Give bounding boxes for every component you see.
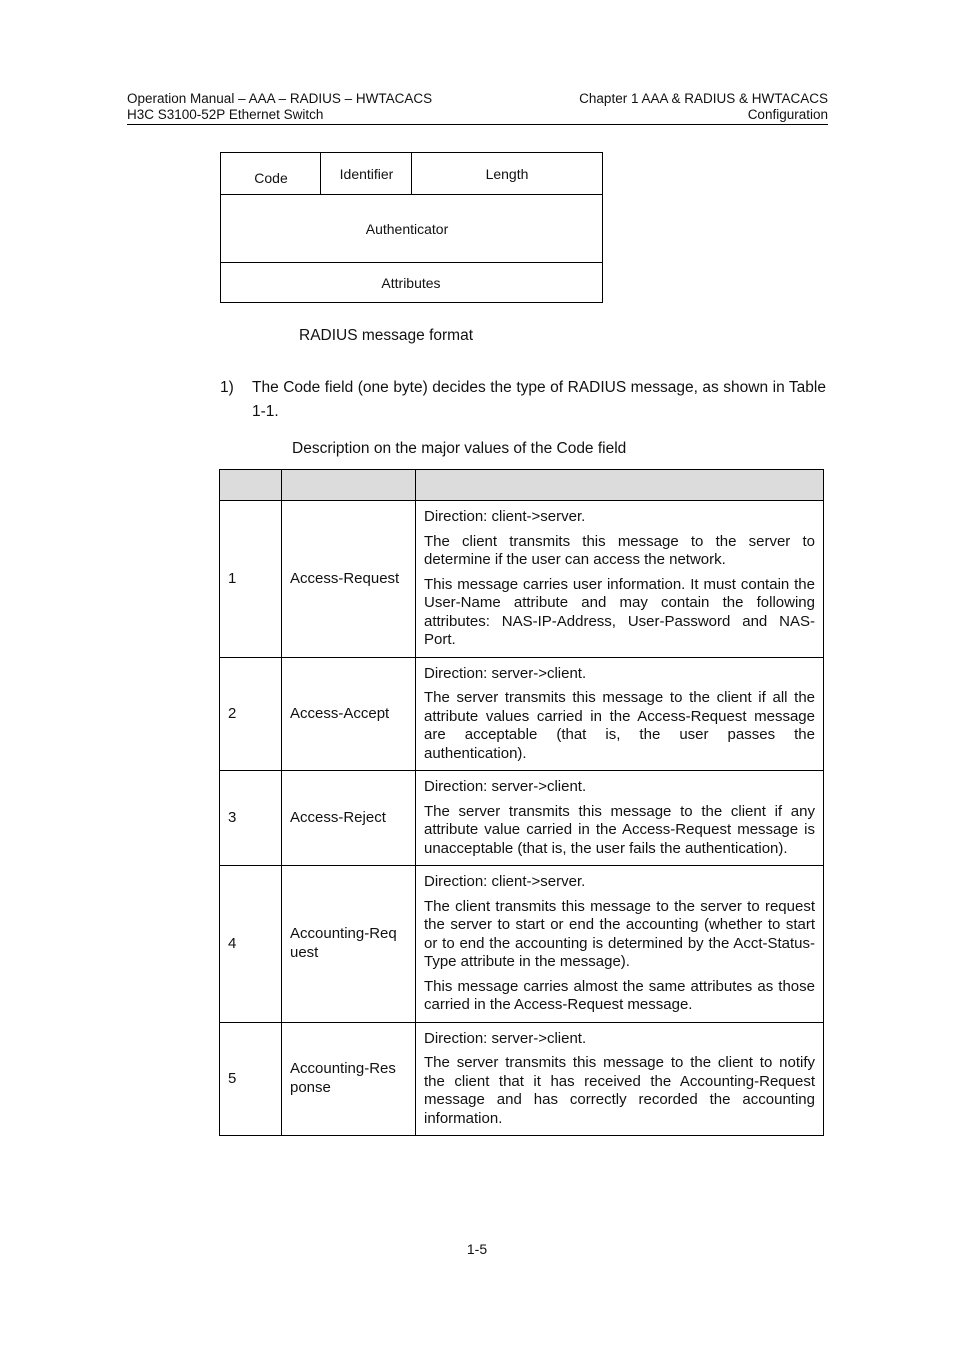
page-number: 1-5 [466, 1241, 488, 1257]
table-row [220, 657, 824, 771]
list-number: 1) [220, 379, 234, 396]
field-authenticator: Authenticator [365, 220, 449, 237]
message-name-cell: Access-Reject [282, 771, 416, 866]
message-name-cell: Access-Accept [282, 657, 416, 771]
header-cell-code [220, 470, 282, 501]
message-name-cell: Accounting-Res ponse [282, 1022, 416, 1136]
message-name-cell: Access-Request [282, 501, 416, 658]
code-cell: 5 [220, 1022, 282, 1136]
header-divider [127, 124, 828, 125]
description-line: Direction: server->client. [424, 664, 587, 682]
table-header-row [220, 470, 824, 501]
numbered-paragraph [220, 376, 826, 424]
table-row [220, 866, 824, 1023]
table-row [220, 501, 824, 658]
paragraph-text: The Code field (one byte) decides the type of RADIUS message, as shown in Table 1-1. [252, 379, 826, 420]
description-line: The server transmits this message to the client to notify the client that it has received the Accounting-Request message and has correctly recorded the accounting information. [424, 1054, 815, 1127]
description-line: The server transmits this message to the client if all the attribute values carried in the Access-Request message are acceptable (that is, the user passes the authentication). [424, 689, 815, 762]
field-identifier: Identifier [339, 165, 394, 182]
table-row [220, 1022, 824, 1136]
field-code: Code [254, 169, 288, 186]
field-attributes: Attributes [381, 274, 441, 291]
description-cell [416, 1022, 824, 1136]
product-name: H3C S3100-52P Ethernet Switch [127, 107, 324, 122]
description-line: Direction: server->client. [424, 778, 587, 795]
figure-caption: RADIUS message format [299, 327, 473, 344]
code-cell: 4 [220, 866, 282, 1023]
page-header-left [127, 91, 432, 123]
description-cell [416, 501, 824, 658]
description-cell [416, 866, 824, 1023]
description-cell [416, 657, 824, 771]
header-cell-description [416, 470, 824, 501]
message-name-cell: Accounting-Req uest [282, 866, 416, 1023]
header-cell-name [282, 470, 416, 501]
table-row [220, 771, 824, 866]
description-cell [416, 771, 824, 866]
manual-title: Operation Manual – AAA – RADIUS – HWTACACS [127, 91, 433, 106]
chapter-title: Chapter 1 AAA & RADIUS & HWTACACS [579, 91, 828, 106]
description-line: This message carries user information. It must contain the User-Name attribute and may contain the following attributes: NAS-IP-Address, User-Password and NAS-Port. [424, 575, 815, 648]
code-cell: 3 [220, 771, 282, 866]
section-title: Configuration [747, 107, 828, 122]
code-cell: 1 [220, 501, 282, 658]
page-header-right [579, 91, 828, 123]
field-length: Length [485, 165, 529, 182]
code-cell: 2 [220, 657, 282, 771]
description-line: The client transmits this message to the server to request the server to start or end the accounting (whether to start or to end the accounting is determined by the Acct-Status-Type attribute in the message). [424, 897, 815, 970]
description-line: Direction: client->server. [424, 508, 586, 525]
description-line: The server transmits this message to the client if any attribute value carried in the Access-Request message is unacceptable (that is, the user fails the authentication). [424, 802, 815, 857]
description-line: This message carries almost the same attributes as those carried in the Access-Request message. [424, 977, 815, 1013]
description-line: Direction: client->server. [424, 873, 586, 890]
radius-message-format-diagram [220, 152, 603, 303]
code-values-table [219, 469, 824, 1136]
description-line: The client transmits this message to the server to determine if the user can access the network. [424, 532, 815, 568]
table-caption: Description on the major values of the Code field [292, 440, 627, 457]
description-line: Direction: server->client. [424, 1029, 587, 1047]
